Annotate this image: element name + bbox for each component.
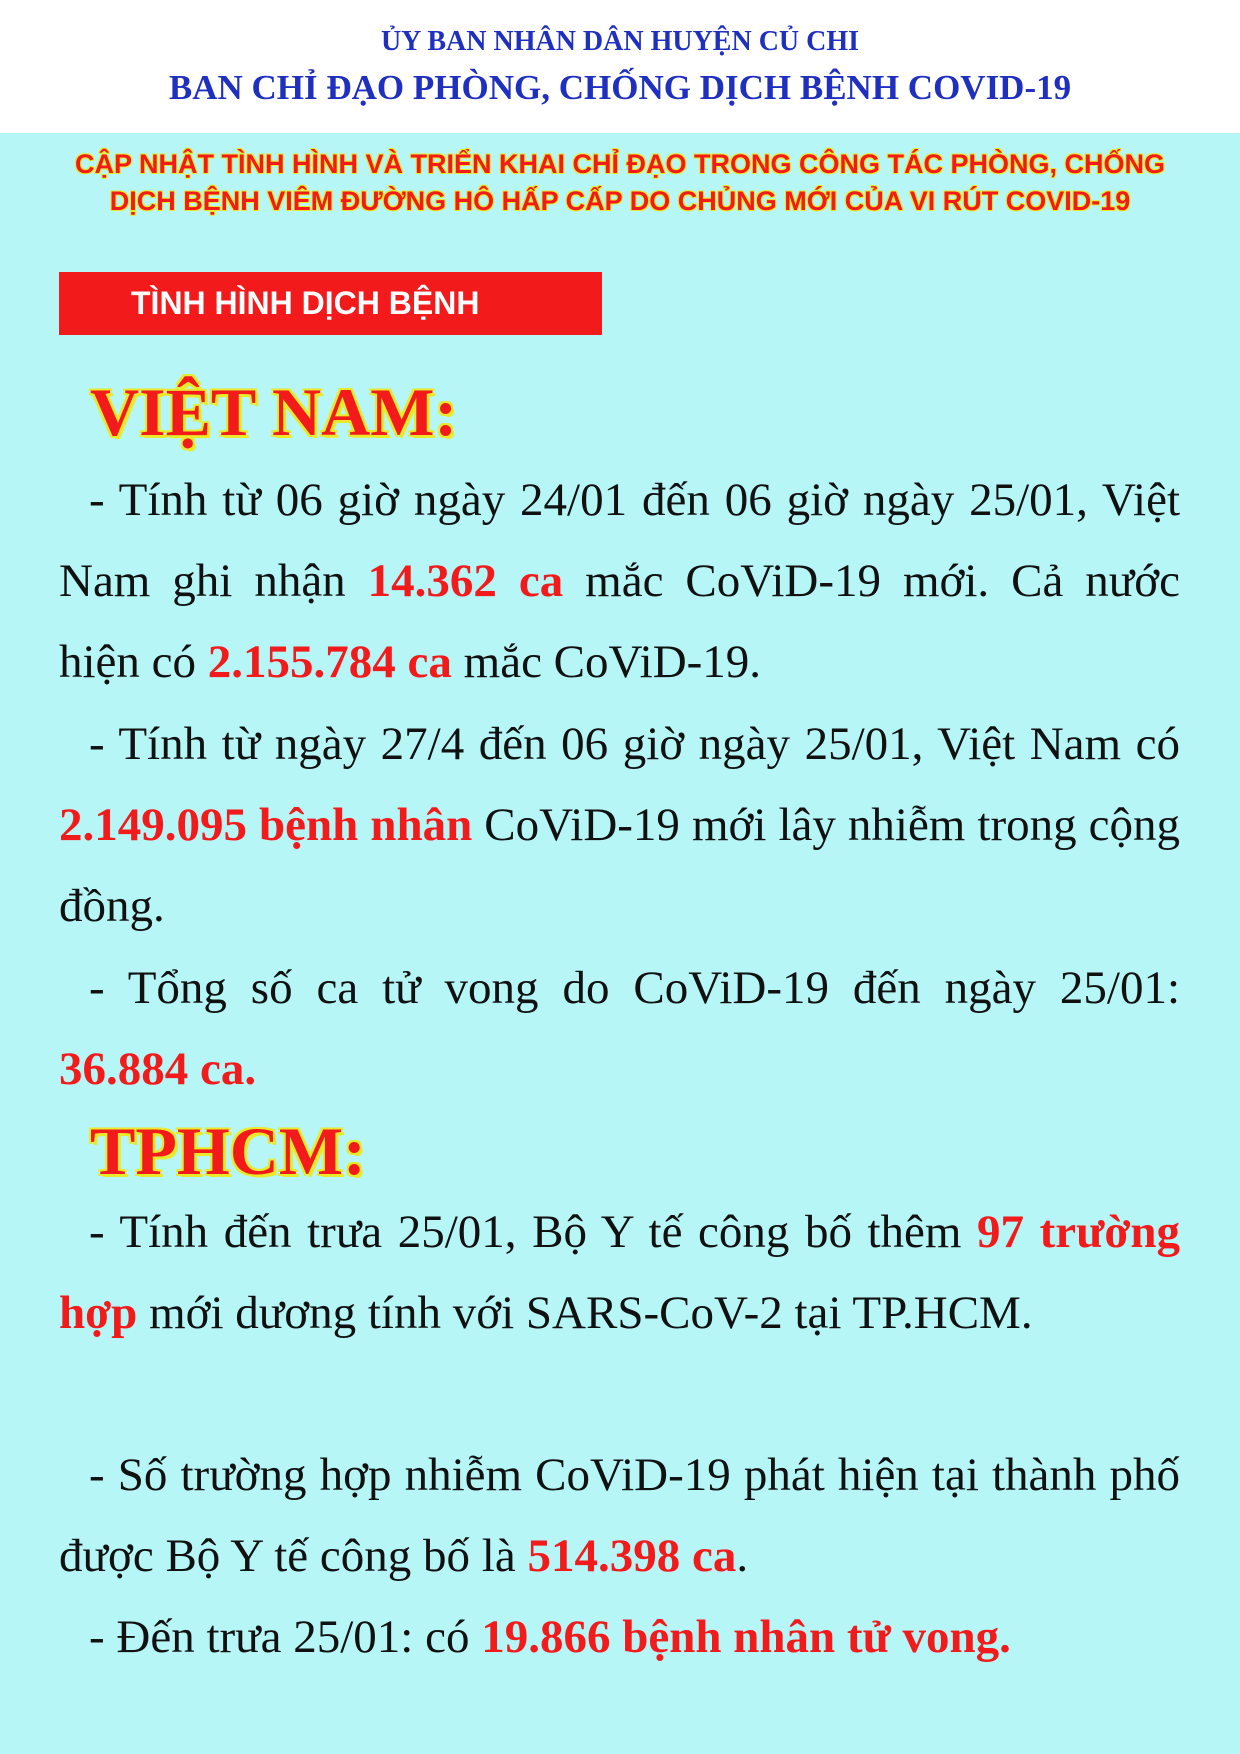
paragraph-hcm-total xyxy=(59,1435,1180,1597)
text: mới dương tính với SARS-CoV-2 tại TP.HCM. xyxy=(137,1287,1033,1339)
paragraph-vn-deaths xyxy=(59,948,1180,1110)
text: - Tổng số ca tử vong do CoViD-19 đến ngày 25/01: xyxy=(89,962,1180,1014)
paragraph-vn-community xyxy=(59,704,1180,947)
text: mắc CoViD-19. xyxy=(451,636,762,688)
highlight-hcm-deaths: 19.866 bệnh nhân tử vong. xyxy=(481,1611,1011,1663)
text: - Tính từ 06 giờ ngày 24/01 đến 06 giờ ngày 25/01, Việt Nam ghi nhận xyxy=(59,474,1180,607)
paragraph-vn-new-cases xyxy=(59,460,1180,703)
highlight-community-patients: 2.149.095 bệnh nhân xyxy=(59,799,473,851)
subtitle-line2: DỊCH BỆNH VIÊM ĐƯỜNG HÔ HẤP CẤP DO CHỦNG MỚI CỦA VI RÚT COVID-19 xyxy=(109,186,1131,216)
text: CoViD-19 mới lây nhiễm trong cộng đồng. xyxy=(59,799,1180,932)
text: - Tính từ ngày 27/4 đến 06 giờ ngày 25/01, Việt Nam có xyxy=(89,718,1180,770)
highlight-hcm-total: 514.398 ca xyxy=(527,1530,737,1582)
section-tag: TÌNH HÌNH DỊCH BỆNH xyxy=(59,272,602,335)
heading-vietnam: VIỆT NAM: xyxy=(90,374,458,450)
highlight-hcm-new-cases: 97 trường hợp xyxy=(59,1206,1180,1339)
highlight-deaths: 36.884 ca. xyxy=(59,1043,257,1095)
heading-tphcm: TPHCM: xyxy=(90,1113,366,1189)
text: - Số trường hợp nhiễm CoViD-19 phát hiện tại thành phố được Bộ Y tế công bố là xyxy=(59,1449,1180,1582)
highlight-total-cases: 2.155.784 ca xyxy=(207,636,452,688)
text: - Đến trưa 25/01: có xyxy=(89,1611,482,1663)
org-name-line2: BAN CHỈ ĐẠO PHÒNG, CHỐNG DỊCH BỆNH COVID-19 xyxy=(168,68,1072,107)
paragraph-hcm-new-cases xyxy=(59,1192,1180,1354)
document-subtitle xyxy=(30,146,1210,220)
text: mắc CoViD-19 mới. Cả nước hiện có xyxy=(59,555,1180,688)
paragraph-hcm-deaths xyxy=(59,1597,1180,1678)
text: - Tính đến trưa 25/01, Bộ Y tế công bố thêm xyxy=(89,1206,978,1258)
subtitle-line1: CẬP NHẬT TÌNH HÌNH VÀ TRIỂN KHAI CHỈ ĐẠO TRONG CÔNG TÁC PHÒNG, CHỐNG xyxy=(74,149,1165,179)
text: . xyxy=(736,1530,749,1582)
org-name-line1: ỦY BAN NHÂN DÂN HUYỆN CỦ CHI xyxy=(380,26,860,57)
document-header xyxy=(0,0,1240,133)
highlight-new-cases: 14.362 ca xyxy=(367,555,564,607)
